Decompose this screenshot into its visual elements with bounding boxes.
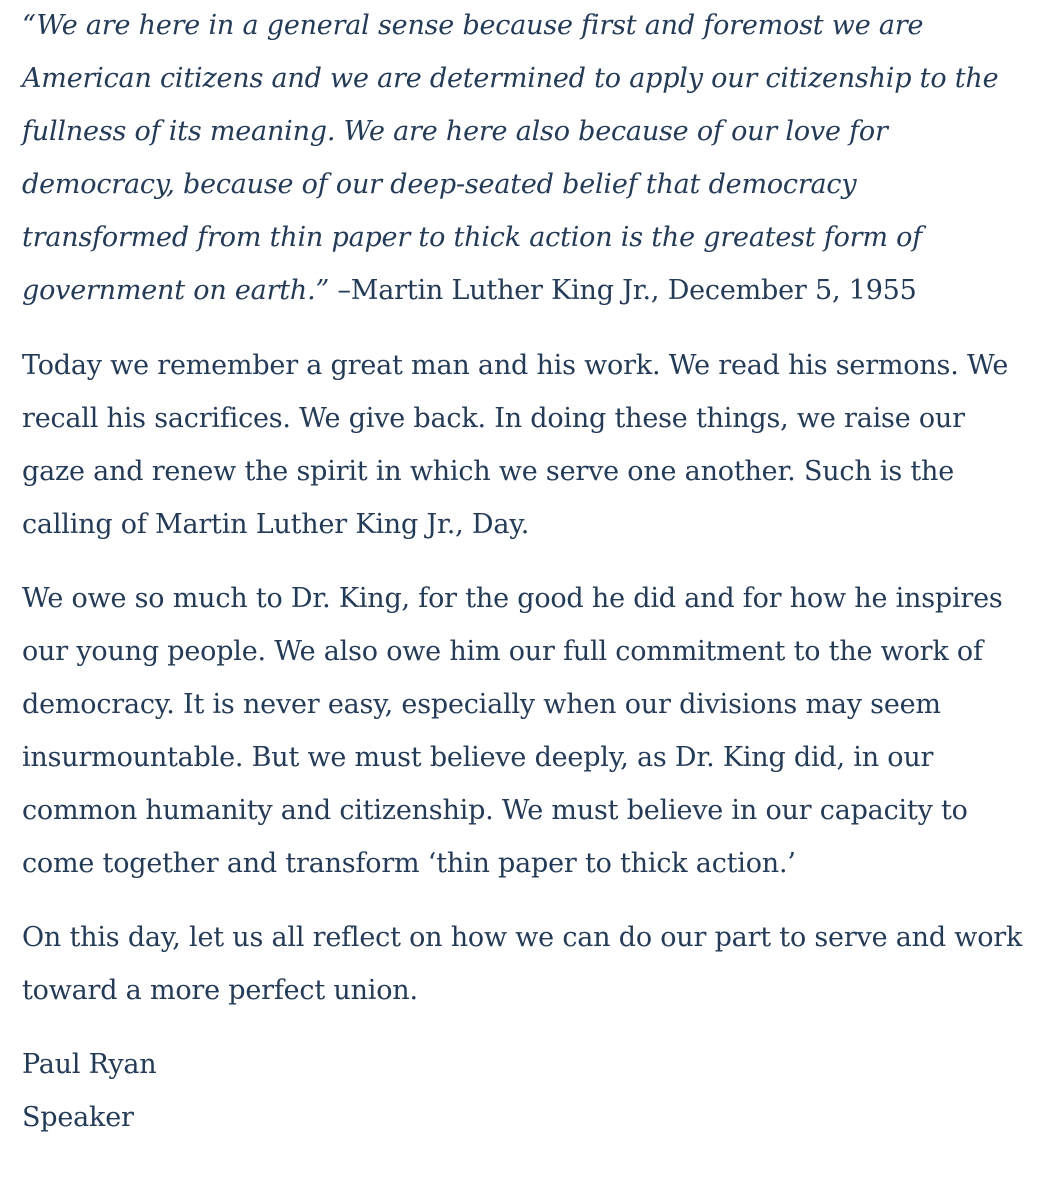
paragraph-reflection: On this day, let us all reflect on how we can do our part to serve and work toward a more perfect union. xyxy=(22,922,1023,1006)
quote-text: “We are here in a general sense because first and foremost we are American citizens and we are determined to apply our citizenship to the fullness of its meaning. We are here also because of our love for democracy, because of our deep-seated belief that democracy transformed from thin paper to thick action is the greatest form of government on earth.” xyxy=(22,10,999,306)
signatory-title: Speaker xyxy=(22,1102,134,1133)
paragraph-remembrance: Today we remember a great man and his work. We read his sermons. We recall his sacrifices. We give back. In doing these things, we raise our gaze and renew the spirit in which we serve one another. Such is the calling of Martin Luther King Jr., Day. xyxy=(22,350,1009,540)
quote-attribution: –Martin Luther King Jr., December 5, 1955 xyxy=(329,275,917,306)
signature-block xyxy=(22,1038,1027,1144)
opening-quote xyxy=(22,0,1027,317)
paragraph-debt-to-dr-king: We owe so much to Dr. King, for the good he did and for how he inspires our young people. We also owe him our full commitment to the work of democracy. It is never easy, especially when our divisions may seem insurmountable. But we must believe deeply, as Dr. King did, in our common humanity and citizenship. We must believe in our capacity to come together and transform ‘thin paper to thick action.’ xyxy=(22,583,1003,879)
statement-document xyxy=(22,0,1027,1144)
signatory-name: Paul Ryan xyxy=(22,1049,157,1080)
